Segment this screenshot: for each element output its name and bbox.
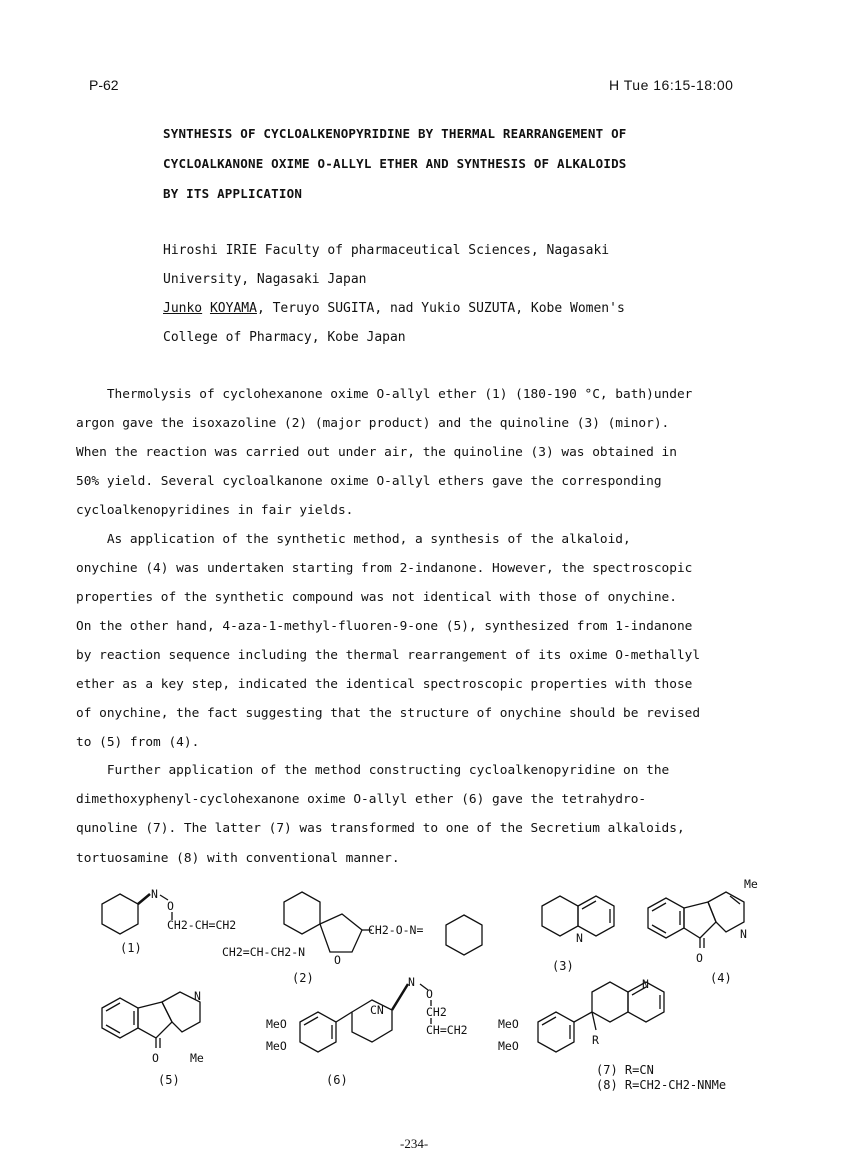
label-2: (2) bbox=[292, 971, 314, 985]
cyclohexane-ring bbox=[102, 894, 138, 934]
c1-n: N bbox=[151, 887, 158, 901]
benzene-ring bbox=[648, 898, 684, 938]
title-line-1: SYNTHESIS OF CYCLOALKENOPYRIDINE BY THERMAL REARRANGEMENT OF bbox=[163, 126, 627, 141]
body-line: As application of the synthetic method, a synthesis of the alkaloid, bbox=[76, 532, 631, 547]
c6-n: N bbox=[408, 975, 415, 989]
label-4: (4) bbox=[710, 971, 732, 985]
body-line: 50% yield. Several cycloalkanone oxime O-allyl ethers gave the corresponding bbox=[76, 474, 662, 489]
five-ring bbox=[138, 1002, 172, 1038]
body-line: cycloalkenopyridines in fair yields. bbox=[76, 503, 354, 518]
presenting-author-last: KOYAMA bbox=[209, 301, 257, 316]
c3-n: N bbox=[576, 931, 583, 945]
body-line: qunoline (7). The latter (7) was transformed to one of the Secretium alkaloids, bbox=[76, 821, 685, 836]
label-6: (6) bbox=[326, 1073, 348, 1087]
pyridine-ring bbox=[708, 892, 744, 932]
author-line-3 bbox=[163, 301, 625, 316]
c6-meo-2: MeO bbox=[266, 1039, 287, 1053]
body-line: properties of the synthetic compound was not identical with those of onychine. bbox=[76, 590, 677, 605]
c2-chain: CH2-O-N= bbox=[368, 923, 424, 937]
c6-meo-1: MeO bbox=[266, 1017, 287, 1031]
label-1: (1) bbox=[120, 941, 142, 955]
author-line-4: College of Pharmacy, Kobe Japan bbox=[163, 330, 406, 345]
compound-6 bbox=[266, 975, 468, 1087]
dimethoxyphenyl-ring bbox=[538, 1012, 574, 1052]
label-5: (5) bbox=[158, 1073, 180, 1087]
body-line: onychine (4) was undertaken starting from 2-indanone. However, the spectroscopic bbox=[76, 561, 693, 576]
body-line: Further application of the method constructing cycloalkenopyridine on the bbox=[76, 763, 670, 778]
compound-4 bbox=[648, 877, 758, 985]
benzene-ring bbox=[102, 998, 138, 1038]
label-7: (7) R=CN bbox=[596, 1063, 654, 1077]
compound-3 bbox=[542, 896, 614, 973]
co-authors: , Teruyo SUGITA, nad Yukio SUZUTA, Kobe Women's bbox=[256, 301, 625, 316]
c7-n: N bbox=[642, 977, 649, 991]
body-line: dimethoxyphenyl-cyclohexanone oxime O-allyl ether (6) gave the tetrahydro- bbox=[76, 792, 647, 807]
c5-o: O bbox=[152, 1051, 159, 1065]
dimethoxyphenyl-ring bbox=[300, 1012, 336, 1052]
c2-allyl: CH2=CH-CH2-N bbox=[222, 945, 306, 959]
five-ring bbox=[684, 902, 716, 938]
body-line: ether as a key step, indicated the identical spectroscopic properties with those bbox=[76, 677, 693, 692]
compound-7-8 bbox=[498, 977, 726, 1092]
title-line-2: CYCLOALKANONE OXIME O-ALLYL ETHER AND SYNTHESIS OF ALKALOIDS bbox=[163, 156, 627, 171]
body-line: to (5) from (4). bbox=[76, 735, 200, 750]
author-line-1: Hiroshi IRIE Faculty of pharmaceutical Sciences, Nagasaki bbox=[163, 243, 610, 258]
spiro-cyclohexane bbox=[284, 892, 320, 934]
body-line: On the other hand, 4-aza-1-methyl-fluoren-9-one (5), synthesized from 1-indanone bbox=[76, 619, 693, 634]
c1-chain: CH2-CH=CH2 bbox=[167, 918, 237, 932]
body-line: argon gave the isoxazoline (2) (major product) and the quinoline (3) (minor). bbox=[76, 416, 670, 431]
compound-5 bbox=[102, 989, 204, 1087]
c4-o: O bbox=[696, 951, 703, 965]
c1-o: O bbox=[167, 899, 174, 913]
structures-figure bbox=[90, 872, 790, 1102]
c7-meo-2: MeO bbox=[498, 1039, 519, 1053]
c2-o: O bbox=[334, 953, 341, 967]
body-line: Thermolysis of cyclohexanone oxime O-allyl ether (1) (180-190 °C, bath)under bbox=[76, 387, 693, 402]
compound-2 bbox=[222, 892, 482, 985]
author-line-2: University, Nagasaki Japan bbox=[163, 272, 367, 287]
c6-chain-1: CH2 bbox=[426, 1005, 447, 1019]
pyridine-ring bbox=[578, 896, 614, 936]
presenting-author-first: Junko bbox=[163, 301, 203, 316]
c7-r: R bbox=[592, 1033, 599, 1047]
body-line: of onychine, the fact suggesting that the structure of onychine should be revised bbox=[76, 706, 701, 721]
abstract-code: P-62 bbox=[89, 77, 119, 93]
session-time: H Tue 16:15-18:00 bbox=[609, 77, 734, 93]
body-line: by reaction sequence including the thermal rearrangement of its oxime O-methallyl bbox=[76, 648, 701, 663]
label-8: (8) R=CH2-CH2-NNMe bbox=[596, 1078, 727, 1092]
saturated-ring bbox=[542, 896, 578, 936]
c5-n: N bbox=[194, 989, 201, 1003]
title-line-3: BY ITS APPLICATION bbox=[163, 186, 303, 201]
c5-me: Me bbox=[190, 1051, 204, 1065]
compound-1 bbox=[102, 887, 236, 955]
c4-me: Me bbox=[744, 877, 758, 891]
label-3: (3) bbox=[552, 959, 574, 973]
body-line: tortuosamine (8) with conventional manner. bbox=[76, 851, 400, 866]
c6-cn: CN bbox=[370, 1003, 384, 1017]
c7-meo-1: MeO bbox=[498, 1017, 519, 1031]
page-number: -234- bbox=[400, 1136, 429, 1151]
isoxazolidine-ring bbox=[320, 914, 362, 952]
c6-o: O bbox=[426, 987, 433, 1001]
saturated-ring bbox=[592, 982, 628, 1022]
c4-n: N bbox=[740, 927, 747, 941]
c6-chain-2: CH=CH2 bbox=[426, 1023, 468, 1037]
cyclohexylidene-ring bbox=[446, 915, 482, 955]
body-line: When the reaction was carried out under air, the quinoline (3) was obtained in bbox=[76, 445, 677, 460]
